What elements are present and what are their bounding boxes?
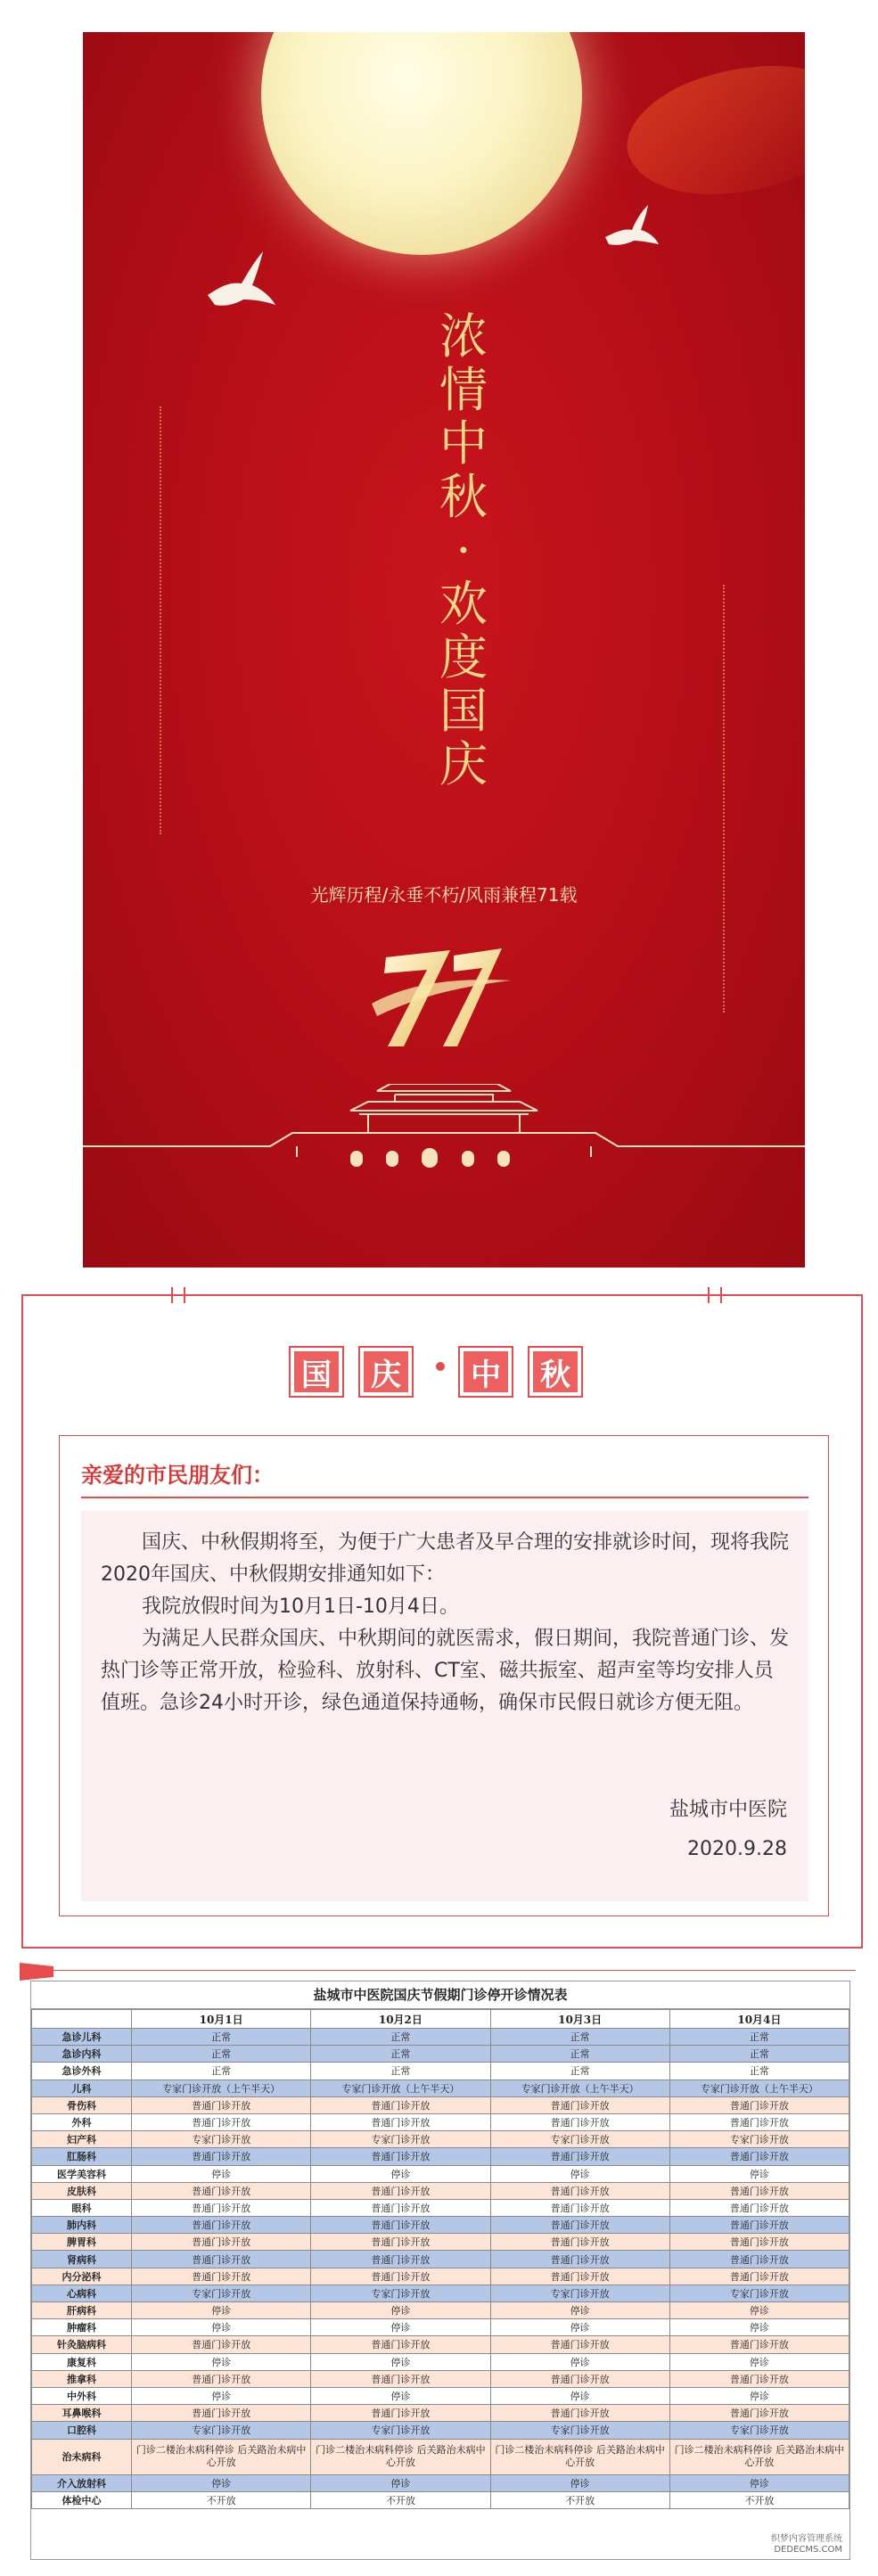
status-cell: 普通门诊开放 (132, 2370, 311, 2387)
status-cell: 普通门诊开放 (132, 2096, 311, 2113)
status-cell: 停诊 (311, 2302, 490, 2319)
status-cell: 正常 (490, 2029, 669, 2046)
banner-char-box (528, 1346, 583, 1398)
department-cell: 骨伤科 (32, 2096, 132, 2113)
notice-card (21, 1294, 863, 1948)
table-row (32, 2029, 849, 2046)
status-cell: 普通门诊开放 (669, 2217, 849, 2234)
status-cell: 停诊 (132, 2474, 311, 2491)
festival-poster (83, 32, 805, 1267)
title-char: 中 (439, 415, 489, 472)
department-cell: 康复科 (32, 2353, 132, 2370)
pin-decoration (708, 1287, 722, 1303)
department-cell: 内分泌科 (32, 2268, 132, 2285)
banner-char: 秋 (533, 1351, 578, 1392)
table-row (32, 2217, 849, 2234)
notice-greeting: 亲爱的市民朋友们： (81, 1463, 274, 1488)
table-row (32, 2182, 849, 2199)
status-cell: 普通门诊开放 (311, 2370, 490, 2387)
status-cell: 专家门诊开放 (669, 2131, 849, 2148)
status-cell: 普通门诊开放 (490, 2336, 669, 2353)
table-row (32, 2234, 849, 2251)
notice-banner (282, 1346, 603, 1408)
title-char: 浓 (439, 308, 489, 365)
department-cell: 脾胃科 (32, 2234, 132, 2251)
status-cell: 停诊 (669, 2387, 849, 2404)
flag-swirl-decoration (613, 35, 805, 225)
status-cell: 专家门诊开放 (132, 2285, 311, 2301)
status-cell: 普通门诊开放 (490, 2405, 669, 2422)
notice-content (59, 1435, 829, 1916)
status-cell: 专家门诊开放 (490, 2422, 669, 2439)
notice-signature: 盐城市中医院 (669, 1799, 787, 1821)
status-cell: 普通门诊开放 (490, 2096, 669, 2113)
status-cell: 普通门诊开放 (669, 2182, 849, 2199)
department-cell: 妇产科 (32, 2131, 132, 2148)
status-cell: 停诊 (132, 2387, 311, 2404)
status-cell: 普通门诊开放 (490, 2182, 669, 2199)
divider (53, 1970, 856, 1971)
status-cell: 正常 (669, 2029, 849, 2046)
department-cell: 急诊外科 (32, 2063, 132, 2080)
status-cell: 专家门诊开放（上午半天） (311, 2080, 490, 2096)
banner-char-box (358, 1346, 414, 1398)
title-char: 欢 (439, 576, 489, 632)
status-cell: 普通门诊开放 (132, 2234, 311, 2251)
title-char: 庆 (439, 736, 489, 792)
status-cell: 停诊 (669, 2302, 849, 2319)
status-cell: 专家门诊开放 (669, 2422, 849, 2439)
table-row (32, 2353, 849, 2370)
status-cell: 停诊 (311, 2353, 490, 2370)
table-row (32, 2336, 849, 2353)
status-cell: 专家门诊开放 (669, 2285, 849, 2301)
status-cell: 专家门诊开放（上午半天） (490, 2080, 669, 2096)
poster-title (420, 310, 509, 792)
status-cell: 门诊二楼治未病科停诊 后关路治未病中心开放 (669, 2439, 849, 2474)
status-cell: 普通门诊开放 (669, 2268, 849, 2285)
table-header-cell (32, 2010, 132, 2029)
status-cell: 正常 (669, 2046, 849, 2063)
department-cell: 中外科 (32, 2387, 132, 2404)
status-cell: 正常 (132, 2029, 311, 2046)
status-cell: 普通门诊开放 (132, 2148, 311, 2165)
department-cell: 儿科 (32, 2080, 132, 2096)
status-cell: 停诊 (132, 2165, 311, 2182)
dove-icon (600, 201, 662, 255)
dotted-line-decoration (723, 585, 726, 1013)
watermark (771, 2534, 842, 2555)
status-cell: 停诊 (311, 2387, 490, 2404)
table-row (32, 2063, 849, 2080)
title-char: 情 (439, 362, 489, 418)
status-cell: 专家门诊开放 (132, 2422, 311, 2439)
pin-decoration (171, 1287, 185, 1303)
table-row (32, 2165, 849, 2182)
status-cell: 不开放 (490, 2491, 669, 2508)
table-row (32, 2491, 849, 2508)
status-cell: 普通门诊开放 (311, 2336, 490, 2353)
table-header-cell: 10月1日 (132, 2010, 311, 2029)
status-cell: 门诊二楼治未病科停诊 后关路治未病中心开放 (311, 2439, 490, 2474)
status-cell: 不开放 (311, 2491, 490, 2508)
title-char: 国 (439, 683, 489, 739)
status-cell: 普通门诊开放 (311, 2148, 490, 2165)
status-cell: 普通门诊开放 (669, 2199, 849, 2216)
status-cell: 专家门诊开放（上午半天） (669, 2080, 849, 2096)
table-row (32, 2113, 849, 2130)
status-cell: 普通门诊开放 (311, 2217, 490, 2234)
table-row (32, 2285, 849, 2301)
banner-char: 中 (464, 1351, 508, 1392)
status-cell: 停诊 (669, 2474, 849, 2491)
table-header-cell: 10月2日 (311, 2010, 490, 2029)
status-cell: 普通门诊开放 (311, 2234, 490, 2251)
status-cell: 普通门诊开放 (490, 2370, 669, 2387)
table-row (32, 2439, 849, 2474)
status-cell: 普通门诊开放 (669, 2370, 849, 2387)
status-cell: 普通门诊开放 (311, 2251, 490, 2268)
status-cell: 停诊 (311, 2165, 490, 2182)
department-cell: 肝病科 (32, 2302, 132, 2319)
banner-char-box (458, 1346, 513, 1398)
watermark-line: 织梦内容管理系统 (771, 2534, 842, 2544)
table-header-cell: 10月3日 (490, 2010, 669, 2029)
status-cell: 停诊 (669, 2319, 849, 2336)
table-row (32, 2405, 849, 2422)
table-row (32, 2319, 849, 2336)
department-cell: 皮肤科 (32, 2182, 132, 2199)
section-flag-icon (20, 1963, 53, 1981)
status-cell: 普通门诊开放 (311, 2096, 490, 2113)
department-cell: 肺内科 (32, 2217, 132, 2234)
status-cell: 普通门诊开放 (669, 2148, 849, 2165)
table-row (32, 2370, 849, 2387)
status-cell: 正常 (490, 2046, 669, 2063)
department-cell: 针灸脑病科 (32, 2336, 132, 2353)
department-cell: 急诊内科 (32, 2046, 132, 2063)
status-cell: 普通门诊开放 (669, 2405, 849, 2422)
status-cell: 普通门诊开放 (669, 2336, 849, 2353)
table-row (32, 2148, 849, 2165)
status-cell: 停诊 (490, 2387, 669, 2404)
status-cell: 门诊二楼治未病科停诊 后关路治未病中心开放 (132, 2439, 311, 2474)
status-cell: 普通门诊开放 (490, 2148, 669, 2165)
department-cell: 体检中心 (32, 2491, 132, 2508)
status-cell: 普通门诊开放 (311, 2405, 490, 2422)
department-cell: 推拿科 (32, 2370, 132, 2387)
status-cell: 不开放 (669, 2491, 849, 2508)
title-char: 秋 (439, 469, 489, 525)
status-cell: 普通门诊开放 (490, 2268, 669, 2285)
banner-char: 庆 (364, 1351, 408, 1392)
status-cell: 专家门诊开放 (311, 2131, 490, 2148)
department-cell: 心病科 (32, 2285, 132, 2301)
status-cell: 普通门诊开放 (490, 2199, 669, 2216)
status-cell: 普通门诊开放 (311, 2182, 490, 2199)
status-cell: 停诊 (311, 2319, 490, 2336)
department-cell: 肛肠科 (32, 2148, 132, 2165)
title-dot: · (455, 522, 473, 578)
table-row (32, 2474, 849, 2491)
notice-paragraph: 我院放假时间为10月1日-10月4日。 (142, 1596, 459, 1618)
status-cell: 普通门诊开放 (311, 2268, 490, 2285)
banner-char-box (289, 1346, 344, 1398)
watermark-line: DEDECMS.COM (774, 2545, 842, 2555)
status-cell: 专家门诊开放 (490, 2131, 669, 2148)
table-row (32, 2422, 849, 2439)
department-cell: 医学美容科 (32, 2165, 132, 2182)
status-cell: 普通门诊开放 (311, 2199, 490, 2216)
status-cell: 普通门诊开放 (490, 2217, 669, 2234)
department-cell: 介入放射科 (32, 2474, 132, 2491)
department-cell: 外科 (32, 2113, 132, 2130)
status-cell: 普通门诊开放 (132, 2199, 311, 2216)
status-cell: 普通门诊开放 (490, 2251, 669, 2268)
status-cell: 停诊 (311, 2474, 490, 2491)
status-cell: 普通门诊开放 (490, 2113, 669, 2130)
status-cell: 停诊 (669, 2165, 849, 2182)
department-cell: 肿瘤科 (32, 2319, 132, 2336)
status-cell: 普通门诊开放 (132, 2336, 311, 2353)
department-cell: 耳鼻喉科 (32, 2405, 132, 2422)
status-cell: 专家门诊开放 (311, 2285, 490, 2301)
table-row (32, 2131, 849, 2148)
dove-icon (199, 246, 279, 326)
status-cell: 停诊 (669, 2353, 849, 2370)
table-row (32, 2080, 849, 2096)
banner-char: 国 (294, 1351, 339, 1392)
table-row (32, 2302, 849, 2319)
status-cell: 停诊 (490, 2302, 669, 2319)
department-cell: 肾病科 (32, 2251, 132, 2268)
logo-71 (368, 941, 520, 1057)
status-cell: 普通门诊开放 (132, 2217, 311, 2234)
notice-date: 2020.9.28 (687, 1838, 787, 1860)
status-cell: 停诊 (490, 2353, 669, 2370)
notice-paragraph: 国庆、中秋假期将至，为便于广大患者及早合理的安排就诊时间，现将我院2020年国庆、中秋假期安排通知如下： (101, 1531, 790, 1586)
status-cell: 正常 (490, 2063, 669, 2080)
status-cell: 普通门诊开放 (490, 2234, 669, 2251)
notice-paragraph: 为满足人民群众国庆、中秋期间的就医需求，假日期间，我院普通门诊、发热门诊等正常开放，检验科、放射科、CT室、磁共振室、超声室等均安排人员值班。急诊24小时开诊，绿色通道保持通畅，确保市民假日就诊方便无阻。 (101, 1628, 790, 1714)
schedule-table (31, 2009, 849, 2509)
status-cell: 停诊 (132, 2302, 311, 2319)
schedule-table-card (30, 1981, 850, 2560)
status-cell: 普通门诊开放 (132, 2113, 311, 2130)
moon (261, 32, 582, 255)
table-row (32, 2096, 849, 2113)
department-cell: 眼科 (32, 2199, 132, 2216)
status-cell: 普通门诊开放 (311, 2113, 490, 2130)
status-cell: 正常 (311, 2046, 490, 2063)
status-cell: 不开放 (132, 2491, 311, 2508)
department-cell: 口腔科 (32, 2422, 132, 2439)
schedule-title: 盐城市中医院国庆节假期门诊停开诊情况表 (31, 1981, 849, 2009)
status-cell: 专家门诊开放 (490, 2285, 669, 2301)
department-cell: 急诊儿科 (32, 2029, 132, 2046)
table-header-row (32, 2010, 849, 2029)
table-row (32, 2199, 849, 2216)
status-cell: 停诊 (490, 2474, 669, 2491)
status-cell: 普通门诊开放 (132, 2405, 311, 2422)
status-cell: 门诊二楼治未病科停诊 后关路治未病中心开放 (490, 2439, 669, 2474)
status-cell: 停诊 (132, 2353, 311, 2370)
status-cell: 普通门诊开放 (132, 2268, 311, 2285)
table-row (32, 2387, 849, 2404)
status-cell: 正常 (311, 2029, 490, 2046)
status-cell: 正常 (132, 2046, 311, 2063)
status-cell: 普通门诊开放 (669, 2113, 849, 2130)
status-cell: 停诊 (490, 2165, 669, 2182)
table-row (32, 2046, 849, 2063)
status-cell: 正常 (311, 2063, 490, 2080)
status-cell: 普通门诊开放 (669, 2251, 849, 2268)
status-cell: 普通门诊开放 (132, 2182, 311, 2199)
divider (81, 1497, 808, 1498)
status-cell: 停诊 (490, 2319, 669, 2336)
status-cell: 普通门诊开放 (669, 2234, 849, 2251)
status-cell: 正常 (132, 2063, 311, 2080)
table-header-cell: 10月4日 (669, 2010, 849, 2029)
status-cell: 普通门诊开放 (669, 2096, 849, 2113)
poster-slogan: 光辉历程/永垂不朽/风雨兼程71载 (310, 884, 578, 906)
status-cell: 正常 (669, 2063, 849, 2080)
table-row (32, 2251, 849, 2268)
department-cell: 治未病科 (32, 2439, 132, 2474)
table-row (32, 2268, 849, 2285)
status-cell: 专家门诊开放 (311, 2422, 490, 2439)
dotted-line-decoration (160, 406, 163, 834)
status-cell: 停诊 (132, 2319, 311, 2336)
status-cell: 专家门诊开放 (132, 2131, 311, 2148)
status-cell: 专家门诊开放（上午半天） (132, 2080, 311, 2096)
notice-body (81, 1511, 808, 1901)
tiananmen-skyline (83, 1084, 805, 1191)
title-char: 度 (439, 629, 489, 685)
banner-dot (436, 1362, 445, 1371)
status-cell: 普通门诊开放 (132, 2251, 311, 2268)
